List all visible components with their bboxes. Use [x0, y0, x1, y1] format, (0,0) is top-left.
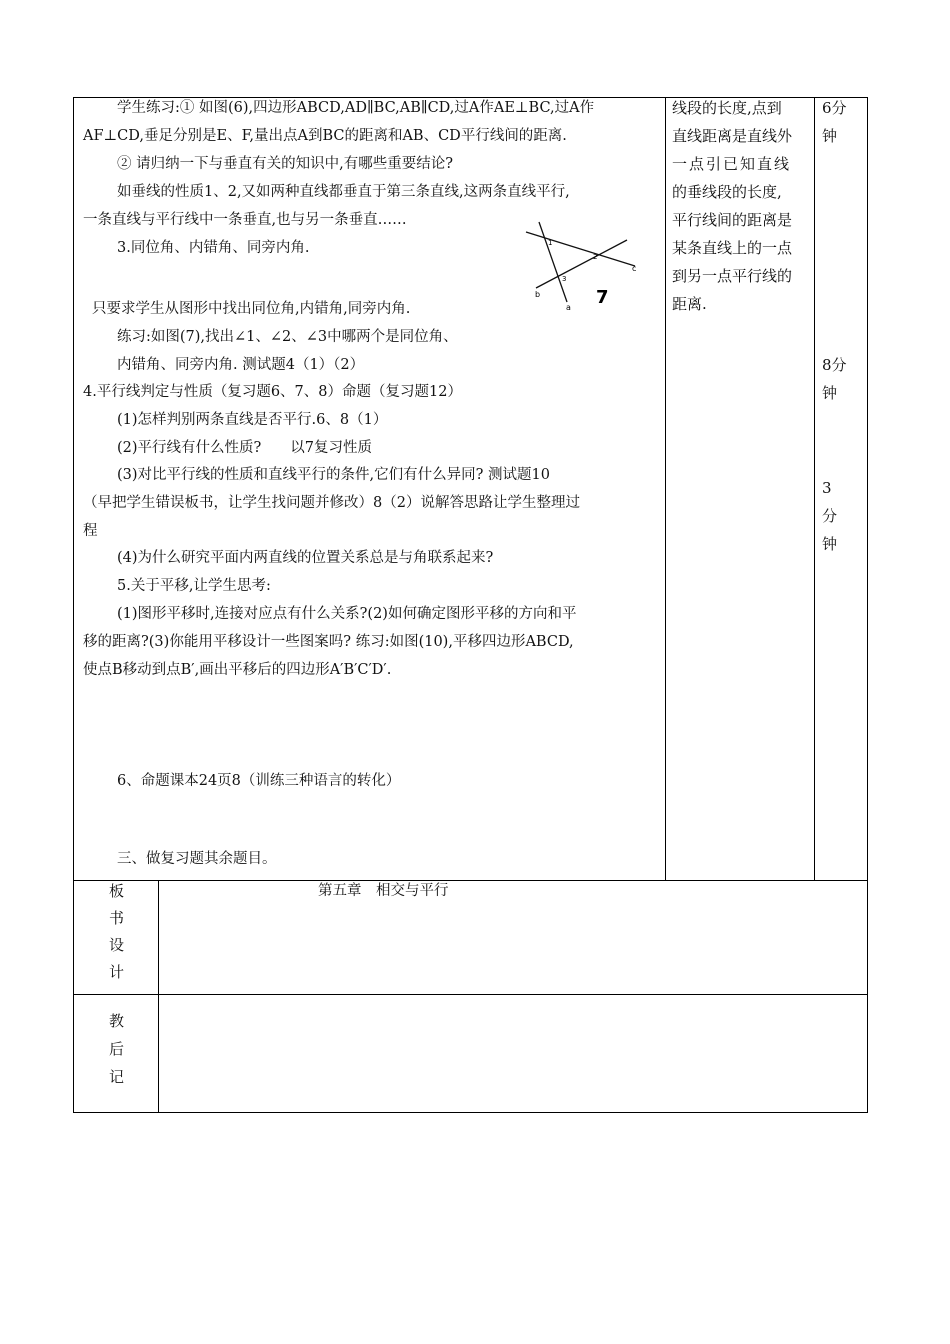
table-border-bottom — [73, 1112, 868, 1113]
line-c — [526, 232, 635, 266]
table-border-top — [73, 97, 868, 98]
text-line: 如垂线的性质1、2,又如两种直线都垂直于第三条直线,这两条直线平行, — [117, 184, 570, 200]
time-label: 钟 — [822, 384, 838, 402]
time-label: 分 — [822, 507, 838, 525]
text-line: 程 — [83, 523, 98, 539]
note-line: 直线距离是直线外 — [672, 127, 793, 145]
column-divider-notes — [665, 97, 666, 881]
note-line: 某条直线上的一点 — [672, 239, 793, 257]
table-border-right — [867, 97, 868, 1113]
text-line: 6、命题课本24页8（训练三种语言的转化） — [117, 773, 401, 789]
line-a — [539, 222, 567, 302]
line-b — [536, 240, 627, 288]
time-label: 8分 — [822, 356, 847, 374]
text-line: 移的距离?(3)你能用平移设计一些图案吗? 练习:如图(10),平移四边形ABCD, — [83, 634, 574, 650]
time-label: 钟 — [822, 535, 838, 553]
board-label-char: 设 — [109, 936, 125, 954]
label-column-divider — [158, 880, 159, 1113]
board-label-char: 书 — [109, 909, 125, 927]
text-line: ② 请归纳一下与垂直有关的知识中,有哪些重要结论? — [117, 156, 453, 172]
text-line: （早把学生错误板书，让学生找问题并修改）8（2）说解答思路让学生整理过 — [83, 495, 580, 511]
board-label-char: 板 — [109, 882, 125, 900]
column-divider-time — [814, 97, 815, 881]
board-label-char: 计 — [109, 963, 125, 981]
text-line: 只要求学生从图形中找出同位角,内错角,同旁内角. — [92, 301, 411, 317]
reflection-label-char: 教 — [109, 1012, 125, 1030]
text-line: (2)平行线有什么性质? 以7复习性质 — [117, 440, 373, 456]
label-n2: 2 — [593, 253, 598, 261]
text-line: AF⊥CD,垂足分别是E、F,量出点A到BC的距离和AB、CD平行线间的距离. — [83, 128, 567, 144]
board-content: 第五章 相交与平行 — [318, 883, 449, 899]
text-line: (1)怎样判别两条直线是否平行.6、8（1） — [117, 412, 388, 428]
text-line: 5.关于平移,让学生思考: — [117, 578, 271, 594]
text-line: 内错角、同旁内角. 测试题4（1）（2） — [117, 357, 365, 373]
text-line: (4)为什么研究平面内两直线的位置关系总是与角联系起来? — [117, 550, 494, 566]
note-line: 的垂线段的长度, — [672, 183, 782, 201]
note-line: 距离. — [672, 295, 707, 313]
note-line: 平行线间的距离是 — [672, 211, 793, 229]
time-label: 6分 — [822, 99, 847, 117]
figure-number: 7 — [596, 287, 609, 308]
label-n1: 1 — [548, 239, 553, 247]
label-a: a — [566, 303, 571, 312]
text-line: 练习:如图(7),找出∠1、∠2、∠3中哪两个是同位角、 — [117, 329, 458, 345]
reflection-label-char: 后 — [109, 1040, 125, 1058]
text-line: (1)图形平移时,连接对应点有什么关系?(2)如何确定图形平移的方向和平 — [117, 606, 577, 622]
note-line: 到另一点平行线的 — [672, 267, 793, 285]
label-c: c — [632, 264, 637, 273]
time-label: 钟 — [822, 127, 838, 145]
reflection-label-char: 记 — [109, 1068, 125, 1086]
label-n3: 3 — [562, 275, 567, 283]
text-line: (3)对比平行线的性质和直线平行的条件,它们有什么异同? 测试题10 — [117, 467, 550, 483]
text-line: 使点B移动到点B′,画出平移后的四边形A′B′C′D′. — [83, 662, 392, 678]
note-line: 一点引已知直线 — [672, 155, 792, 173]
text-line: 3.同位角、内错角、同旁内角. — [117, 240, 310, 256]
text-line: 4.平行线判定与性质（复习题6、7、8）命题（复习题12） — [83, 384, 462, 400]
text-line: 学生练习:① 如图(6),四边形ABCD,AD∥BC,AB∥CD,过A作AE⊥BC,过A作 — [117, 100, 595, 116]
text-line: 一条直线与平行线中一条垂直,也与另一条垂直…… — [83, 212, 407, 228]
text-line: 三、做复习题其余题目。 — [117, 851, 277, 867]
table-border-left — [73, 97, 74, 1113]
label-b: b — [535, 290, 541, 299]
figure-7-diagram — [522, 218, 644, 314]
row-divider-reflection — [73, 994, 868, 995]
note-line: 线段的长度,点到 — [672, 99, 782, 117]
time-label: 3 — [822, 479, 832, 497]
row-divider-board — [73, 880, 868, 881]
